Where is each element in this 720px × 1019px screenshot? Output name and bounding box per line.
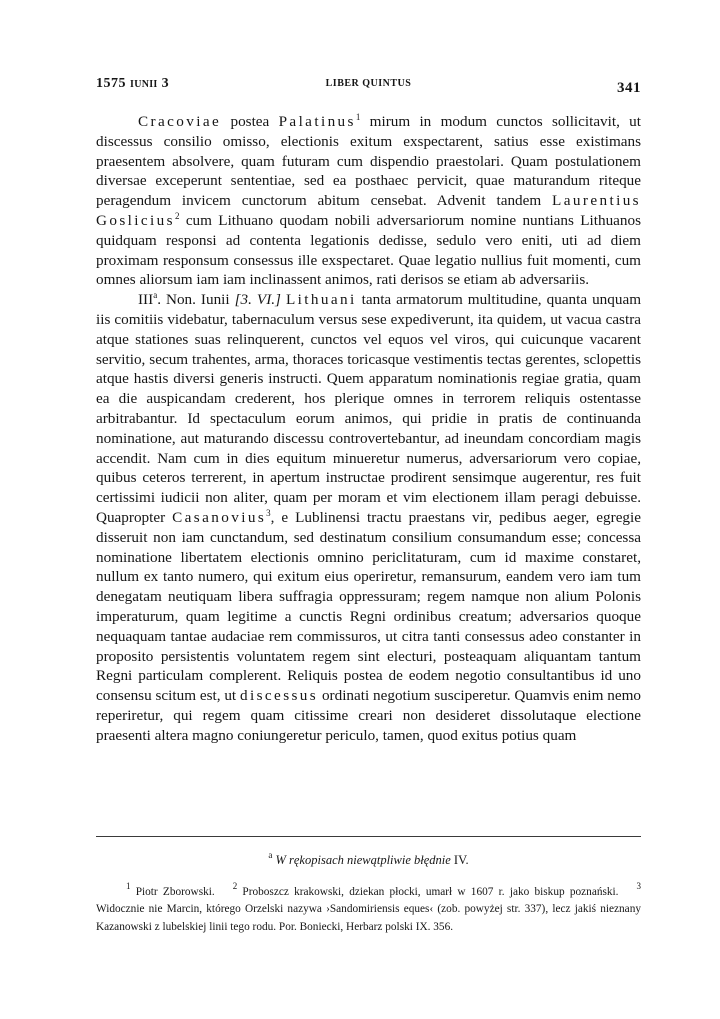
heading-month: IUNII [130,79,158,90]
book-title: LIBER QUINTUS [325,78,412,89]
text-run: postea [221,113,279,130]
spaced-name: Laurentius Goslicius [96,192,641,229]
main-text [96,112,641,746]
footnote-ref: 2 [174,210,180,221]
footnote-mark: 3 [636,881,641,891]
running-head [96,76,641,98]
footnote-divider [96,836,641,837]
spaced-name: Cracoviae [138,113,222,130]
footnote-text: Widocznie nie Marcin, którego Orzelski nazywa ›Sandomiriensis eques‹ (zob. powyżej str. 337), lecz jakiś nieznany Kazanowski z lubelskiej linii tego rodu. Por. Boniecki, Herbarz polski IX. 356. [96,903,641,933]
text-run: mirum in modum cunctos sollicitavit, ut discessus consilio omisso, electionis exitum exspectarent, satius esse existimans praesentem absolvere, quam futuram cum dispendio praestolari. Quam postulationem diversae exceperunt sententiae, sed ea posthaec pervicit, quae maturandum riteque peragendum invicem cunctorum abitum censebat. Advenit tandem [96,113,641,210]
heading-day: 3 [161,76,170,91]
variant-note [96,850,641,868]
footnote-mark: 2 [232,881,238,891]
footnote-text: Piotr Zborowski. [130,886,215,898]
text-run: tanta armatorum multitudine, quanta unquam iis comitiis videbatur, tabernaculum versus sese expediverunt, ita quidem, ut vacua castra atque stationes suas relinquerent, cunctos vel equos vel viros, qui cuicunque vacarent servitio, secum trahentes, arma, thoraces toricasque vestimentis tectas gerentes, sclopettis atque hastis diversi generis instructi. Quem apparatum nominationis regiae gratia, quam ea die auspicandam crederent, hos plerique omnes in terrorem reliquis ostentasse arbitrabantur. Id spectaculum eorum animos, qui pridie in pratis de continuanda nominatione, aut maturando discessu controvertebantur, ad ineundam concordiam magis accendit. Nam cum in dies equitum minueretur numerus, adversariorum vero copiae, quibus ceteros terrerent, in apertum instructae prodirent sensimque augerentur, res fuit certissimi iudicii non aliter, quam per moram et vim electionem illam peragi debuisse. Quapropter [96,291,642,526]
text-run: . Non. Iunii [157,291,235,309]
variant-note-reading: IV. [450,853,469,867]
variant-note-text: W rękopisach niewątpliwie błędnie [275,853,451,867]
text-run: III [138,291,154,309]
spaced-name: Palatinus [278,113,356,130]
variant-ref: a [153,290,158,301]
paragraph-2 [96,290,641,745]
footnote-text: Proboszcz krakowski, dziekan płocki, umarł w 1607 r. jako biskup poznański. [237,886,619,898]
footnote-ref: 1 [355,112,361,122]
spaced-name: Lithuani [285,291,357,309]
paragraph-1 [96,112,641,290]
footnote-block [96,881,641,936]
spaced-name: Casanovius [172,508,267,526]
editorial-date: [3. VI.] [234,291,281,309]
spaced-word: discessus [239,687,319,705]
text-run: cum Lithuano quodam nobili adversariorum nomine nuntians Lithuanos quidquam responsi ad contenta legationis dedisse, sedulo vero eniti, uti ad diem proximam responsum consessus ille exspectaret. Quae legatio nullius fuit momenti, cum omnes aliorsum iam iam inclinassent animos, rati derisos se etiam ab adversariis. [96,211,641,289]
variant-note-mark: a [268,850,273,860]
page-number: 341 [617,80,641,96]
footnote-ref: 3 [266,507,271,518]
footnotes [96,881,641,936]
heading-year: 1575 [96,76,126,91]
text-run: , e Lublinensi tractu praestans vir, pedibus aeger, egregie disseruit non iam cunctandum, sed destinatum consilium consumandum esse; concessa nominatione libertatem electionis omnino periclitaturam, cum id maxime constaret, nullum ex tanto numero, qui exitum eius operiretur, remansurum, eandem vero iam tum denegatam neutiquam libera suffragia oppressuram; regem namque non alium Polonis imperaturum, quam legitime a cunctis Regni ordinibus creatum; adversarios quoque nequaquam tantae audaciae rem commissuros, ut citra tanti consessus adeo constanter in proposito persistentis voluntatem regem sint electuri, posteaquam aliquantam tantum Regni particulam complerent. Reliquis postea de eodem negotio consultantibus id uno consensu scitum est, ut [96,508,641,705]
text-run: ordinati negotium susciperetur. Quamvis enim nemo reperiretur, qui regem quam citissime creari non desideret dissolutaque electione praesenti altera magno coniungeretur periculo, tamen, quod exitus potius quam [96,687,641,744]
footnote-mark: 1 [126,881,131,891]
